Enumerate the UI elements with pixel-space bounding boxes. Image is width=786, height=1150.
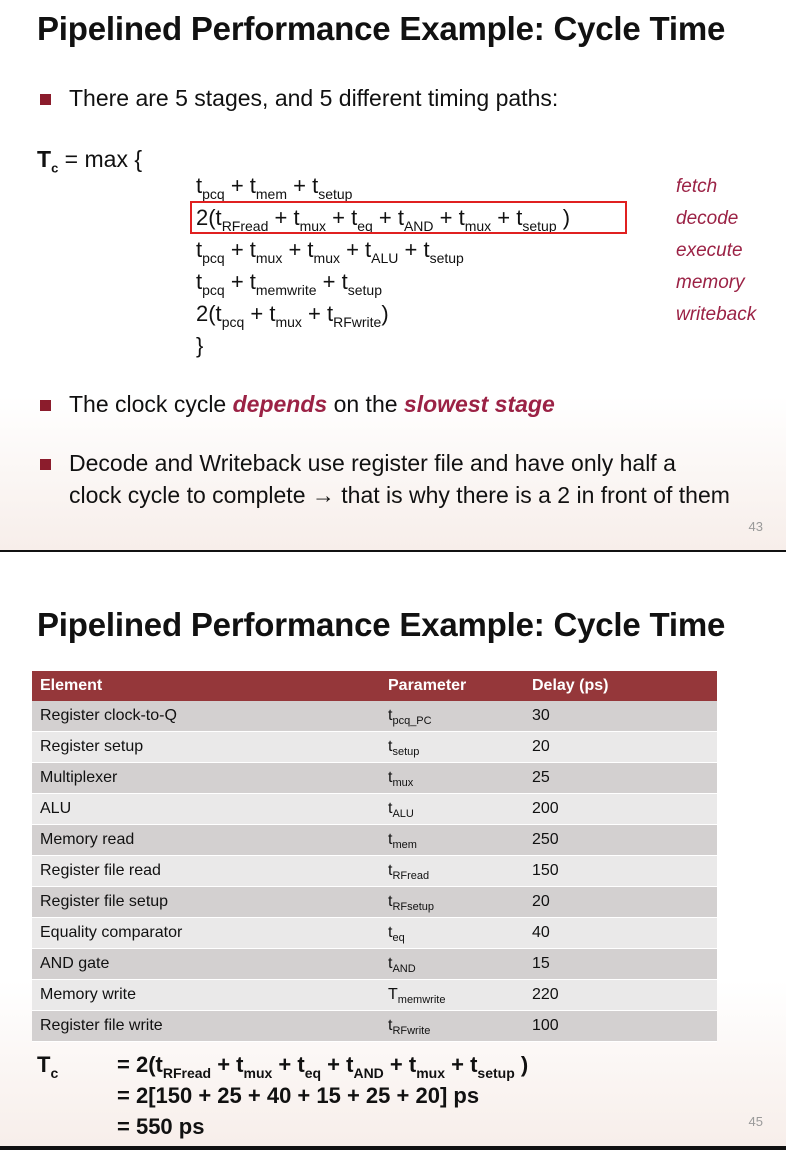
page-number: 43: [748, 519, 763, 534]
cell-delay: 25: [524, 763, 717, 794]
cell-parameter: $t_{mux}$: [380, 763, 524, 794]
execute-path-equation: $t_{pcq} + t_{mux} + t_{mux} + t_{ALU} + t_{setup}$: [196, 237, 464, 266]
table-row: [32, 887, 717, 918]
cell-element: Multiplexer: [32, 763, 380, 794]
slide-divider: [0, 550, 786, 552]
table-row: [32, 949, 717, 980]
table-row: [32, 918, 717, 949]
header-delay: Delay (ps): [524, 671, 717, 701]
memory-path-equation: $t_{pcq} + t_{memwrite} + t_{setup}$: [196, 269, 382, 298]
cell-element: Equality comparator: [32, 918, 380, 949]
tc-label: $T_c$: [37, 1052, 59, 1081]
table-row: [32, 856, 717, 887]
table-header-row: [32, 671, 717, 701]
cell-parameter: $t_{ALU}$: [380, 794, 524, 825]
stage-label-writeback: writeback: [676, 304, 757, 325]
table-row: [32, 763, 717, 794]
bullet-text-line-1: Decode and Writeback use register file and have only half a: [69, 450, 676, 476]
emphasis-slowest-stage: slowest stage: [403, 391, 555, 417]
slide-45: [0, 556, 786, 1146]
cell-delay: 30: [524, 701, 717, 732]
slide-title: Pipelined Performance Example: Cycle Time: [37, 606, 726, 643]
cell-parameter: $T_{memwrite}$: [380, 980, 524, 1011]
emphasis-depends: depends: [232, 391, 328, 417]
cell-element: AND gate: [32, 949, 380, 980]
tc-formula: = $2(t_{RFread} + t_{mux} + t_{eq} + t_{AND} + t_{mux} + t_{setup}$ ): [117, 1052, 529, 1081]
stage-label-decode: decode: [676, 208, 739, 229]
cell-parameter: $t_{RFsetup}$: [380, 887, 524, 918]
cell-delay: 15: [524, 949, 717, 980]
cell-element: Memory write: [32, 980, 380, 1011]
fetch-path-equation: $t_{pcq} + t_{mem} + t_{setup}$: [196, 173, 353, 202]
stage-label-fetch: fetch: [676, 176, 718, 197]
slide-43: [0, 0, 786, 550]
table-row: [32, 1011, 717, 1042]
cell-delay: 220: [524, 980, 717, 1011]
table-row: [32, 701, 717, 732]
table-row: [32, 980, 717, 1011]
table-row: [32, 825, 717, 856]
bullet-text-line-2: clock cycle to complete → that is why there is a 2 in front of them: [69, 482, 730, 508]
header-parameter: Parameter: [380, 671, 524, 701]
tc-substitution: = 2[150 + 25 + 40 + 15 + 25 + 20] ps: [117, 1083, 480, 1108]
table-row: [32, 732, 717, 763]
decode-path-equation: $2(t_{RFread} + t_{mux} + t_{eq} + t_{AND} + t_{mux} + t_{setup}$ ): [196, 205, 571, 234]
closing-brace: }: [196, 333, 204, 358]
bullet-square-icon: [40, 400, 51, 411]
stage-label-memory: memory: [676, 272, 745, 293]
bullet-square-icon: [40, 94, 51, 105]
stage-label-execute: execute: [676, 240, 743, 261]
cell-element: Register file write: [32, 1011, 380, 1042]
cell-element: Register file read: [32, 856, 380, 887]
writeback-path-equation: $2(t_{pcq} + t_{mux} + t_{RFwrite})$: [196, 301, 389, 330]
cell-element: Register setup: [32, 732, 380, 763]
cell-parameter: $t_{pcq\_PC}$: [380, 701, 524, 732]
delay-table: [32, 671, 717, 1042]
cell-parameter: $t_{RFwrite}$: [380, 1011, 524, 1042]
cell-delay: 150: [524, 856, 717, 887]
table-row: [32, 794, 717, 825]
cell-delay: 200: [524, 794, 717, 825]
cell-parameter: $t_{AND}$: [380, 949, 524, 980]
cell-delay: 100: [524, 1011, 717, 1042]
cell-element: Register clock-to-Q: [32, 701, 380, 732]
cell-delay: 250: [524, 825, 717, 856]
cell-delay: 20: [524, 887, 717, 918]
cell-element: ALU: [32, 794, 380, 825]
bullet-text: There are 5 stages, and 5 different timing paths:: [69, 85, 559, 111]
cell-parameter: $t_{mem}$: [380, 825, 524, 856]
slide-title: Pipelined Performance Example: Cycle Time: [37, 10, 726, 47]
header-element: Element: [32, 671, 380, 701]
cell-element: Register file setup: [32, 887, 380, 918]
cell-parameter: $t_{setup}$: [380, 732, 524, 763]
decode-highlight-box: [190, 201, 627, 234]
tc-max-heading: $T_c = \max$ {: [37, 146, 143, 176]
bullet-register-file-note: [40, 448, 780, 510]
cell-parameter: $t_{eq}$: [380, 918, 524, 949]
bullet-text: The clock cycle depends on the slowest stage: [69, 391, 555, 417]
cell-delay: 20: [524, 732, 717, 763]
cell-element: Memory read: [32, 825, 380, 856]
tc-result: = 550 ps: [117, 1114, 205, 1139]
slide-divider: [0, 1146, 786, 1150]
bullet-square-icon: [40, 459, 51, 470]
cell-parameter: $t_{RFread}$: [380, 856, 524, 887]
page-number: 45: [748, 1114, 763, 1129]
cell-delay: 40: [524, 918, 717, 949]
